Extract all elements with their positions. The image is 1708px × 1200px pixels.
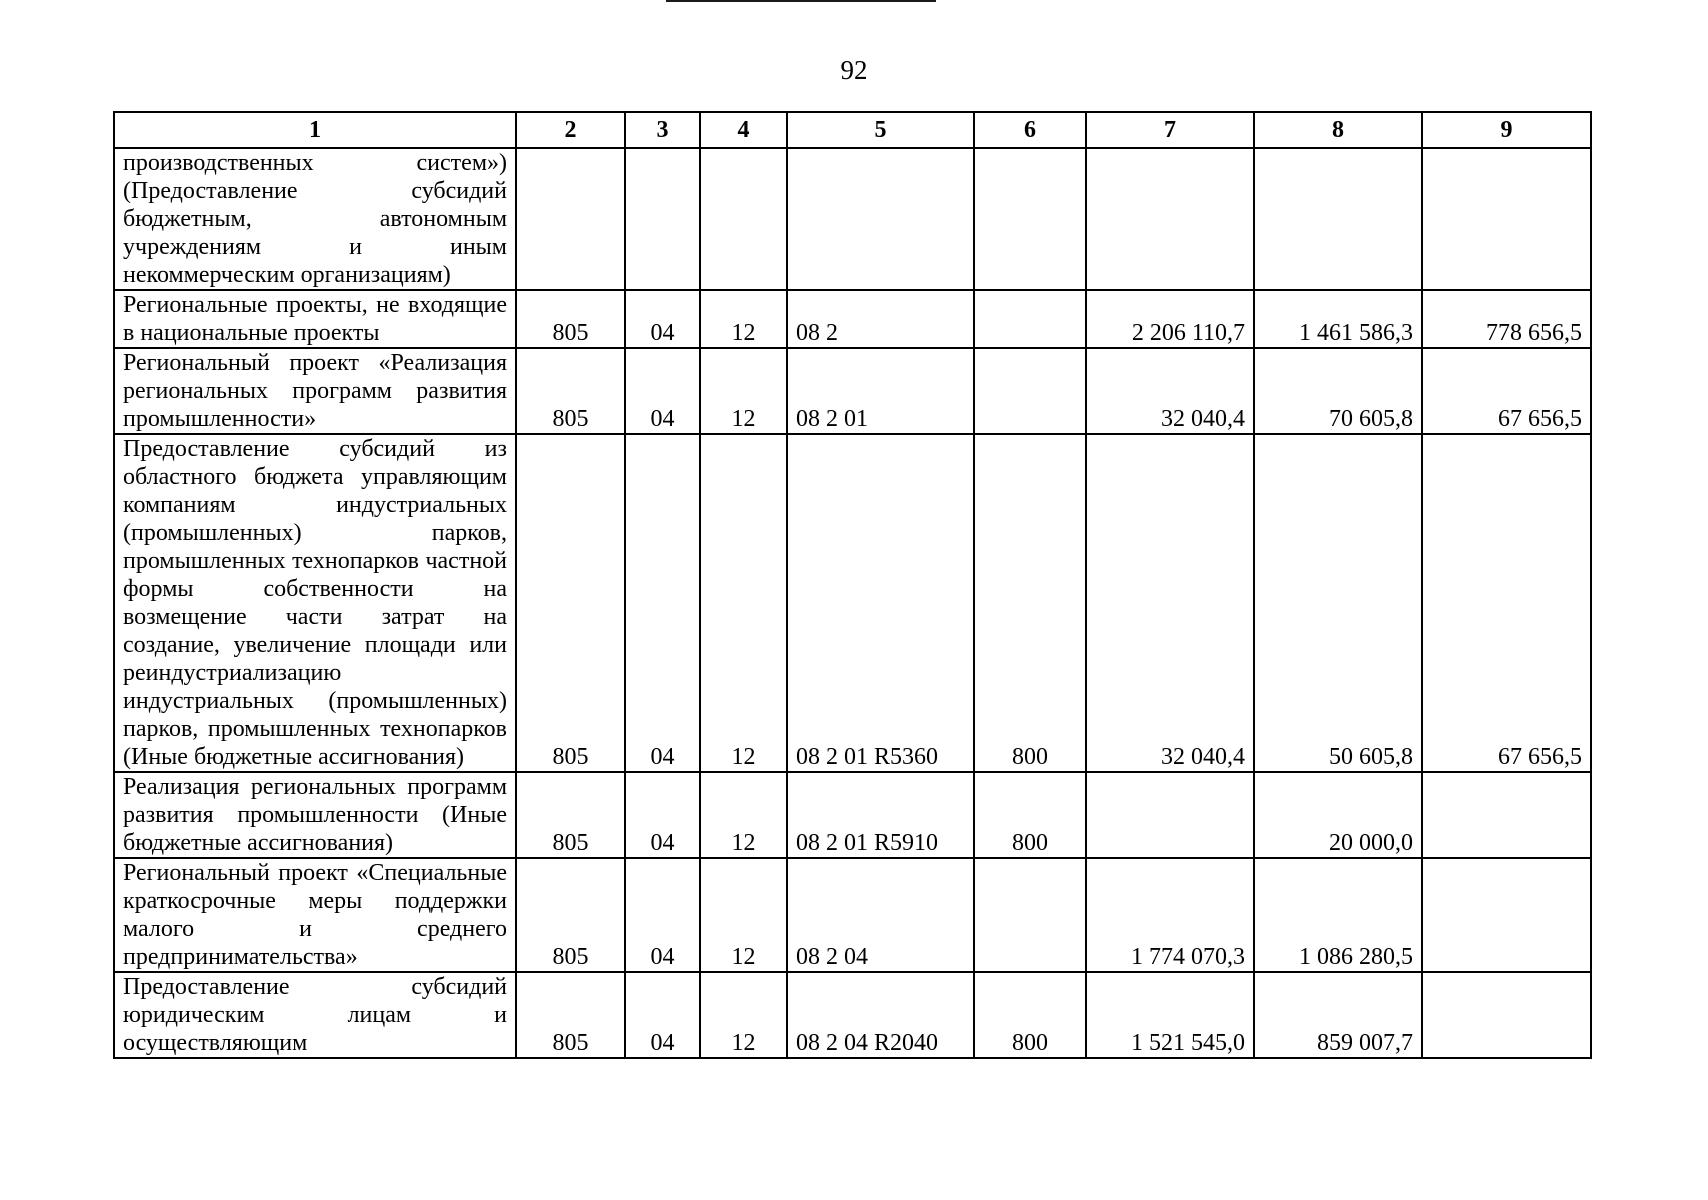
cell-col4: 12 [700,858,787,972]
row-description: Предоставление субсидий юридическим лицам и осуществляющим [114,972,516,1058]
cell-col9: 778 656,5 [1422,290,1591,348]
page-number: 92 [840,55,868,85]
cell-col5: 08 2 [787,290,974,348]
cell-col7 [1086,148,1254,290]
row-description: Региональный проект «Реализация региональных программ развития промышленности» [114,348,516,434]
column-header: 4 [700,112,787,148]
column-header: 7 [1086,112,1254,148]
cell-col3: 04 [625,290,700,348]
cell-col7: 1 774 070,3 [1086,858,1254,972]
cell-col5: 08 2 01 R5360 [787,434,974,772]
cell-col2: 805 [516,348,625,434]
cell-col7: 32 040,4 [1086,348,1254,434]
cell-col3: 04 [625,348,700,434]
table-row [114,290,1591,348]
header-row [114,112,1591,148]
cell-col9 [1422,972,1591,1058]
cell-col3: 04 [625,434,700,772]
cell-col8: 1 086 280,5 [1254,858,1422,972]
column-header: 2 [516,112,625,148]
cell-col4: 12 [700,348,787,434]
cell-col7: 1 521 545,0 [1086,972,1254,1058]
cell-col9 [1422,858,1591,972]
cell-col4: 12 [700,972,787,1058]
cell-col8: 1 461 586,3 [1254,290,1422,348]
cell-col6 [974,858,1086,972]
row-description: производственных систем») (Предоставление субсидий бюджетным, автономным учреждениям и иным некоммерческим организациям) [114,148,516,290]
cell-col9: 67 656,5 [1422,348,1591,434]
cell-col3: 04 [625,772,700,858]
row-description: Реализация региональных программ развития промышленности (Иные бюджетные ассигнования) [114,772,516,858]
table-row [114,434,1591,772]
cell-col6 [974,348,1086,434]
cell-col5: 08 2 01 R5910 [787,772,974,858]
table-row [114,348,1591,434]
cell-col2: 805 [516,772,625,858]
cell-col4: 12 [700,772,787,858]
cell-col2: 805 [516,858,625,972]
row-description: Предоставление субсидий из областного бюджета управляющим компаниям индустриальных (промышленных) парков, промышленных технопарков частной формы собственности на возмещение части затрат на создание, увеличение площади или реиндустриализацию индустриальных (промышленных) парков, промышленных технопарков (Иные бюджетные ассигнования) [114,434,516,772]
cell-col6: 800 [974,434,1086,772]
column-header: 3 [625,112,700,148]
column-header: 1 [114,112,516,148]
cell-col7: 32 040,4 [1086,434,1254,772]
budget-table [113,111,1592,1059]
cell-col4 [700,148,787,290]
cell-col5: 08 2 04 R2040 [787,972,974,1058]
cell-col5 [787,148,974,290]
cell-col7 [1086,772,1254,858]
cell-col9 [1422,772,1591,858]
column-header: 6 [974,112,1086,148]
cell-col3 [625,148,700,290]
row-description: Региональный проект «Специальные краткосрочные меры поддержки малого и среднего предпринимательства» [114,858,516,972]
cell-col6: 800 [974,972,1086,1058]
cell-col9: 67 656,5 [1422,434,1591,772]
cell-col2: 805 [516,972,625,1058]
cell-col2 [516,148,625,290]
column-header: 5 [787,112,974,148]
cell-col8: 20 000,0 [1254,772,1422,858]
table-row [114,972,1591,1058]
top-rule [666,0,936,2]
cell-col6 [974,290,1086,348]
column-header: 8 [1254,112,1422,148]
table-row [114,148,1591,290]
cell-col8: 859 007,7 [1254,972,1422,1058]
cell-col8: 50 605,8 [1254,434,1422,772]
cell-col5: 08 2 04 [787,858,974,972]
table-row [114,858,1591,972]
cell-col3: 04 [625,972,700,1058]
cell-col5: 08 2 01 [787,348,974,434]
cell-col6: 800 [974,772,1086,858]
cell-col9 [1422,148,1591,290]
cell-col4: 12 [700,290,787,348]
column-header: 9 [1422,112,1591,148]
cell-col3: 04 [625,858,700,972]
cell-col4: 12 [700,434,787,772]
cell-col8: 70 605,8 [1254,348,1422,434]
cell-col2: 805 [516,434,625,772]
cell-col7: 2 206 110,7 [1086,290,1254,348]
cell-col2: 805 [516,290,625,348]
cell-col6 [974,148,1086,290]
table-row [114,772,1591,858]
cell-col8 [1254,148,1422,290]
row-description: Региональные проекты, не входящие в национальные проекты [114,290,516,348]
